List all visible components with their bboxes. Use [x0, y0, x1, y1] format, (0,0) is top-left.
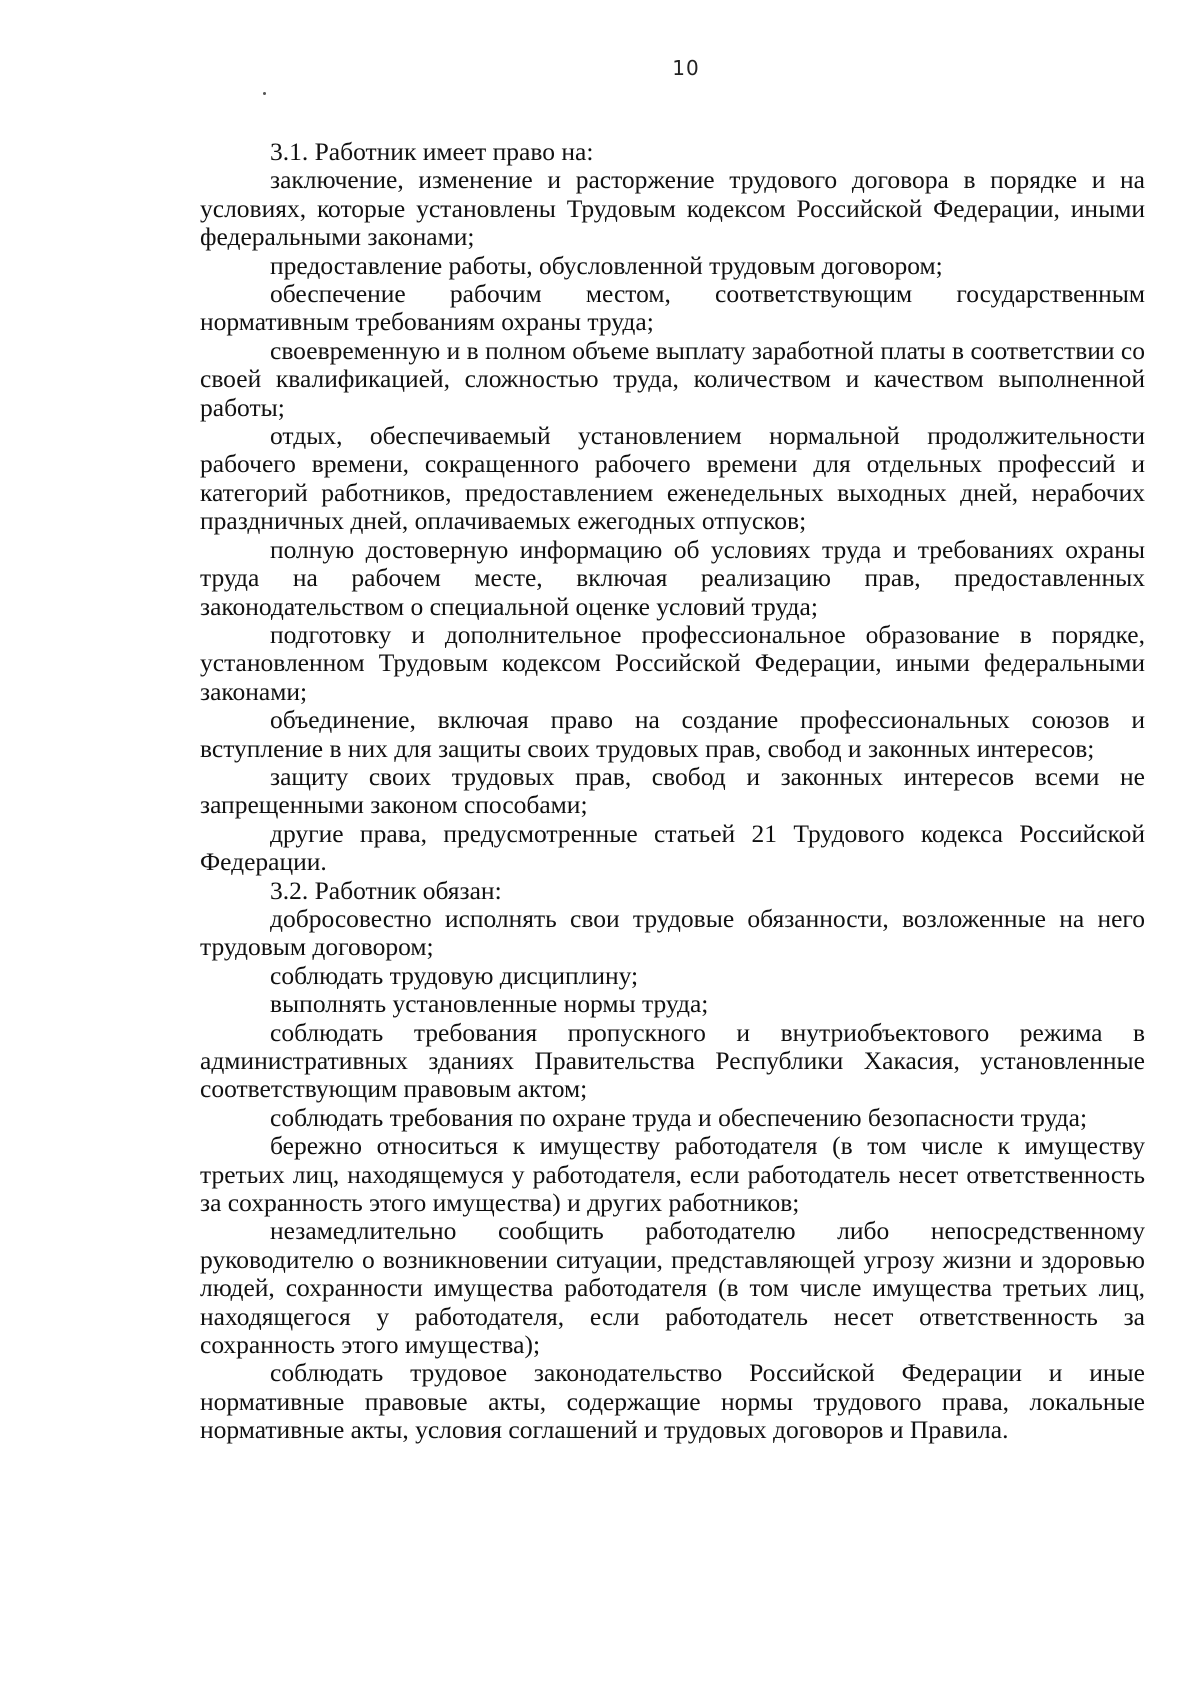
- paragraph: бережно относиться к имуществу работодателя (в том числе к имуществу третьих лиц, находящемуся у работодателя, если работодатель несет ответственность за сохранность этого имущества) и других работников;: [200, 1131, 1145, 1218]
- paragraph: обеспечение рабочим местом, соответствующим государственным нормативным требованиям охраны труда;: [200, 279, 1145, 337]
- paragraph: объединение, включая право на создание профессиональных союзов и вступление в них для защиты своих трудовых прав, свобод и законных интересов;: [200, 705, 1145, 763]
- section-heading-3-1: 3.1. Работник имеет право на:: [270, 137, 594, 166]
- scan-speck: [263, 92, 266, 95]
- paragraph: соблюдать трудовую дисциплину;: [270, 960, 639, 990]
- paragraph: выполнять установленные нормы труда;: [270, 989, 709, 1019]
- page-number: 10: [672, 56, 700, 80]
- paragraph: предоставление работы, обусловленной трудовым договором;: [270, 250, 943, 280]
- paragraph: полную достоверную информацию об условиях труда и требованиях охраны труда на рабочем месте, включая реализацию прав, предоставленных законодательством о специальной оценке условий труда;: [200, 534, 1145, 621]
- paragraph: соблюдать трудовое законодательство Российской Федерации и иные нормативные правовые акты, содержащие нормы трудового права, локальные нормативные акты, условия соглашений и трудовых договоров и Правила.: [200, 1358, 1145, 1445]
- paragraph: другие права, предусмотренные статьей 21 Трудового кодекса Российской Федерации.: [200, 818, 1145, 877]
- paragraph: своевременную и в полном объеме выплату заработной платы в соответствии со своей квалификацией, сложностью труда, количеством и качеством выполненной работы;: [200, 335, 1145, 422]
- paragraph: соблюдать требования по охране труда и обеспечению безопасности труда;: [270, 1102, 1088, 1132]
- paragraph: защиту своих трудовых прав, свобод и законных интересов всеми не запрещенными законом способами;: [200, 761, 1145, 820]
- document-body: [200, 138, 1145, 1445]
- section-heading-3-2: 3.2. Работник обязан:: [270, 875, 502, 905]
- paragraph: заключение, изменение и расторжение трудового договора в порядке и на условиях, которые установлены Трудовым кодексом Российской Федерации, иными федеральными законами;: [200, 165, 1145, 252]
- paragraph: незамедлительно сообщить работодателю либо непосредственному руководителю о возникновении ситуации, представляющей угрозу жизни и здоровью людей, сохранности имущества работодателя (в том числе имущества третьих лиц, находящегося у работодателя, если работодатель несет ответственность за сохранность этого имущества);: [200, 1216, 1145, 1360]
- paragraph: соблюдать требования пропускного и внутриобъектового режима в административных зданиях Правительства Республики Хакасия, установленные соответствующим правовым актом;: [200, 1017, 1145, 1104]
- paragraph: добросовестно исполнять свои трудовые обязанности, возложенные на него трудовым договором;: [200, 903, 1145, 962]
- paragraph: отдых, обеспечиваемый установлением нормальной продолжительности рабочего времени, сокращенного рабочего времени для отдельных профессий и категорий работников, предоставлением еженедельных выходных дней, нерабочих праздничных дней, оплачиваемых ежегодных отпусков;: [200, 421, 1145, 536]
- paragraph: подготовку и дополнительное профессиональное образование в порядке, установленном Трудовым кодексом Российской Федерации, иными федеральными законами;: [200, 619, 1145, 706]
